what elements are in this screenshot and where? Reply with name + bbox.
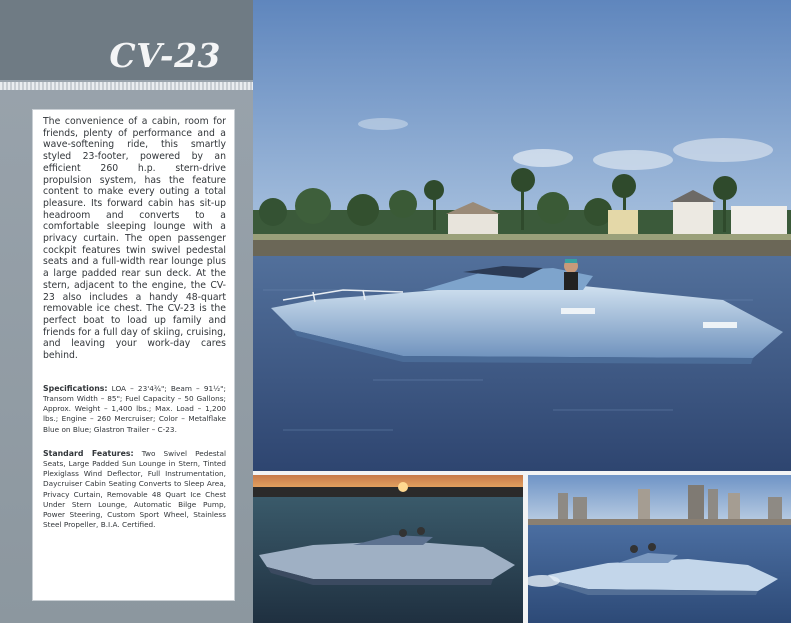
features-text: Two Swivel Pedestal Seats, Large Padded Sun Lounge in Stern, Tinted Plexiglass Wind Deflector, Full Instrumentation, Daycruiser Cabin Seating Converts to Sleep Area, Privacy Curtain, Removable 48 Quart Ice Chest Under Stern Lounge, Automatic Bilge Pump, Power Steering, Custom Sport Wheel, Stainless Steel Propeller, B.I.A. Certified.: [43, 448, 226, 530]
description-text: The convenience of a cabin, room for friends, plenty of performance and a wave-softening ride, this smartly styled 23-footer, powered by an efficient 260 h.p. stern-drive propulsion system, has the feature content to make every outing a total pleasure. Its forward cabin has sit-up headroom and converts to a comfortable sleeping lounge with a privacy curtain. The open passenger cockpit features twin swivel pedestal seats and a full-width rear lounge plus a large padded rear sun deck. At the stern, adjacent to the engine, the CV-23 also includes a handy 48-quart removable ice chest. The CV-23 is the perfect boat to load up family and friends for a full day of skiing, cruising, and leaving your work-day cares behind.: [43, 116, 226, 362]
title-rule: [0, 82, 253, 90]
specs-label: Specifications:: [43, 383, 108, 393]
description-card: [33, 110, 234, 600]
city-boat-photo: [528, 475, 791, 623]
model-title: CV-23: [109, 36, 221, 75]
title-band: [0, 0, 253, 80]
standard-features: [43, 449, 226, 531]
sunset-boat-photo: [253, 475, 523, 623]
left-column: [0, 0, 253, 623]
specifications: [43, 384, 226, 435]
features-label: Standard Features:: [43, 448, 134, 458]
main-boat-photo: [253, 0, 791, 471]
specs-text: LOA – 23'4¾"; Beam – 91½"; Transom Width – 85"; Fuel Capacity – 50 Gallons; Approx. Weight – 1,400 lbs.; Max. Load – 1,200 lbs.; Engine – 260 Mercruiser; Color – Metalflake Blue on Blue; Glastron Trailer – C-23.: [43, 383, 226, 434]
